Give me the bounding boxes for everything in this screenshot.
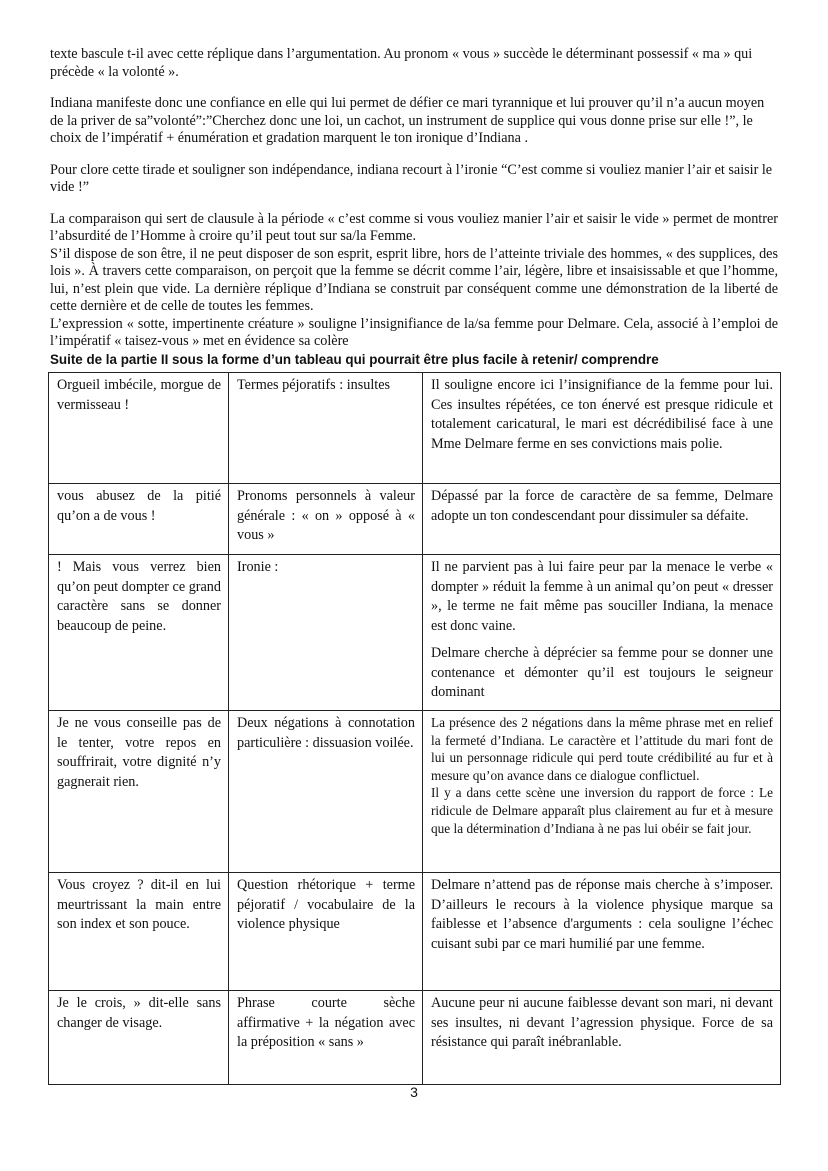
quote-cell: Orgueil imbécile, morgue de vermisseau ! — [49, 373, 229, 484]
table-row — [49, 711, 781, 873]
analysis-text: Delmare cherche à déprécier sa femme pour se donner une contenance et démonter qu’il est toujours le seigneur dominant — [431, 645, 773, 700]
analysis-cell — [423, 991, 781, 1085]
paragraph: Indiana manifeste donc une confiance en elle qui lui permet de défier ce mari tyrannique et lui prouver qu’il n’a aucun moyen de la priver de sa”volonté”:”Cherchez donc une loi, un cachot, un instrument de supplice qui vous donne prise sur elle !”, le choix de l’impératif + énumération et gradation marquent le ton ironique d’Indiana . — [50, 95, 765, 146]
table-row — [49, 873, 781, 991]
quote-cell: Je ne vous conseille pas de le tenter, votre repos en souffrirait, votre dignité n’y gagnerait rien. — [49, 711, 229, 873]
analysis-text: Il ne parvient pas à lui faire peur par la menace le verbe « dompter » réduit la femme à un animal qu’on peut « dresser », le terme ne fait même pas souciller Indiana, la menace est donc vaine. — [431, 559, 773, 634]
analysis-text: Delmare n’attend pas de réponse mais cherche à s’imposer. D’ailleurs le recours à la violence physique marque sa faiblesse et l’absence d'arguments : cela souligne l’échec cuisant subi par ce mari humilié par une femme. — [431, 877, 773, 952]
analysis-cell — [423, 711, 781, 873]
analysis-cell — [423, 873, 781, 991]
analysis-cell — [423, 373, 781, 484]
quote-cell: vous abusez de la pitié qu’on a de vous ! — [49, 484, 229, 555]
analysis-text: La présence des 2 négations dans la même phrase met en relief la fermeté d’Indiana. Le caractère et l’attitude du mari font de lui un personnage ridicule qui perd toute crédibilité au fur et à mesure qu’on avance dans ce dialogue conflictuel. — [431, 715, 773, 783]
paragraph: Pour clore cette tirade et souligner son indépendance, indiana recourt à l’ironie “C’est comme si vouliez manier l’air et saisir le vide !” — [50, 161, 773, 195]
table-row — [49, 484, 781, 555]
quote-cell: ! Mais vous verrez bien qu’on peut dompter ce grand caractère sans se donner beaucoup de peine. — [49, 555, 229, 711]
table-row — [49, 373, 781, 484]
section-heading: Suite de la partie II sous la forme d’un tableau qui pourrait être plus facile à retenir/ comprendre — [50, 351, 659, 367]
paragraph: texte bascule t-il avec cette réplique dans l’argumentation. Au pronom « vous » succède le déterminant possessif « ma » qui précède « la volonté ». — [50, 46, 753, 80]
quote-cell: Je le crois, » dit-elle sans changer de visage. — [49, 991, 229, 1085]
table-row — [49, 555, 781, 711]
analysis-text: Il y a dans cette scène une inversion du rapport de force : Le ridicule de Delmare apparaît plus clairement au fur et à mesure que la détermination d’Indiana à ne pas lui obéir se fait jour. — [431, 785, 773, 836]
device-cell: Phrase courte sèche affirmative + la négation avec la préposition « sans » — [229, 991, 423, 1085]
analysis-text: Il souligne encore ici l’insignifiance de la femme pour lui. Ces insultes répétées, ce ton énervé est presque ridicule et totalement caricatural, le mari est décrédibilisé face à une Mme Delmare ferme en ses convictions mais polie. — [431, 377, 773, 452]
device-cell: Ironie : — [229, 555, 423, 711]
quote-cell: Vous croyez ? dit-il en lui meurtrissant la main entre son index et son pouce. — [49, 873, 229, 991]
analysis-table — [48, 372, 781, 1085]
analysis-text: Dépassé par la force de caractère de sa femme, Delmare adopte un ton condescendant pour dissimuler sa défaite. — [431, 488, 773, 524]
paragraph: L’expression « sotte, impertinente créature » souligne l’insignifiance de la/sa femme pour Delmare. Cela, associé à l’emploi de l’impératif « taisez-vous » met en évidence sa colère — [50, 315, 778, 349]
paragraph: La comparaison qui sert de clausule à la période « c’est comme si vous vouliez manier l’air et saisir le vide » permet de montrer l’absurdité de l’Homme à croire qu’il peut tout sur sa/la Femme. — [50, 210, 778, 244]
analysis-cell — [423, 484, 781, 555]
device-cell: Question rhétorique + terme péjoratif / vocabulaire de la violence physique — [229, 873, 423, 991]
paragraph: S’il dispose de son être, il ne peut disposer de son esprit, esprit libre, hors de l’atteinte triviale des hommes, « des supplices, des lois ». À travers cette comparaison, on perçoit que la femme se décrit comme l’air, légère, libre et insaisissable et que l’homme, lui, n’est plein que vide. La dernière réplique d’Indiana se construit par conséquent comme une démonstration de la liberté de cette dernière et de celle de toutes les femmes. — [50, 245, 778, 314]
intro-text — [50, 46, 778, 382]
analysis-cell — [423, 555, 781, 711]
analysis-text: Aucune peur ni aucune faiblesse devant son mari, ni devant ses insultes, ni devant l’agression physique. Force de sa résistance qui paraît inébranlable. — [431, 995, 773, 1050]
device-cell: Deux négations à connotation particulière : dissuasion voilée. — [229, 711, 423, 873]
device-cell: Termes péjoratifs : insultes — [229, 373, 423, 484]
device-cell: Pronoms personnels à valeur générale : « on » opposé à « vous » — [229, 484, 423, 555]
page-number: 3 — [410, 1084, 418, 1100]
table-row — [49, 991, 781, 1085]
